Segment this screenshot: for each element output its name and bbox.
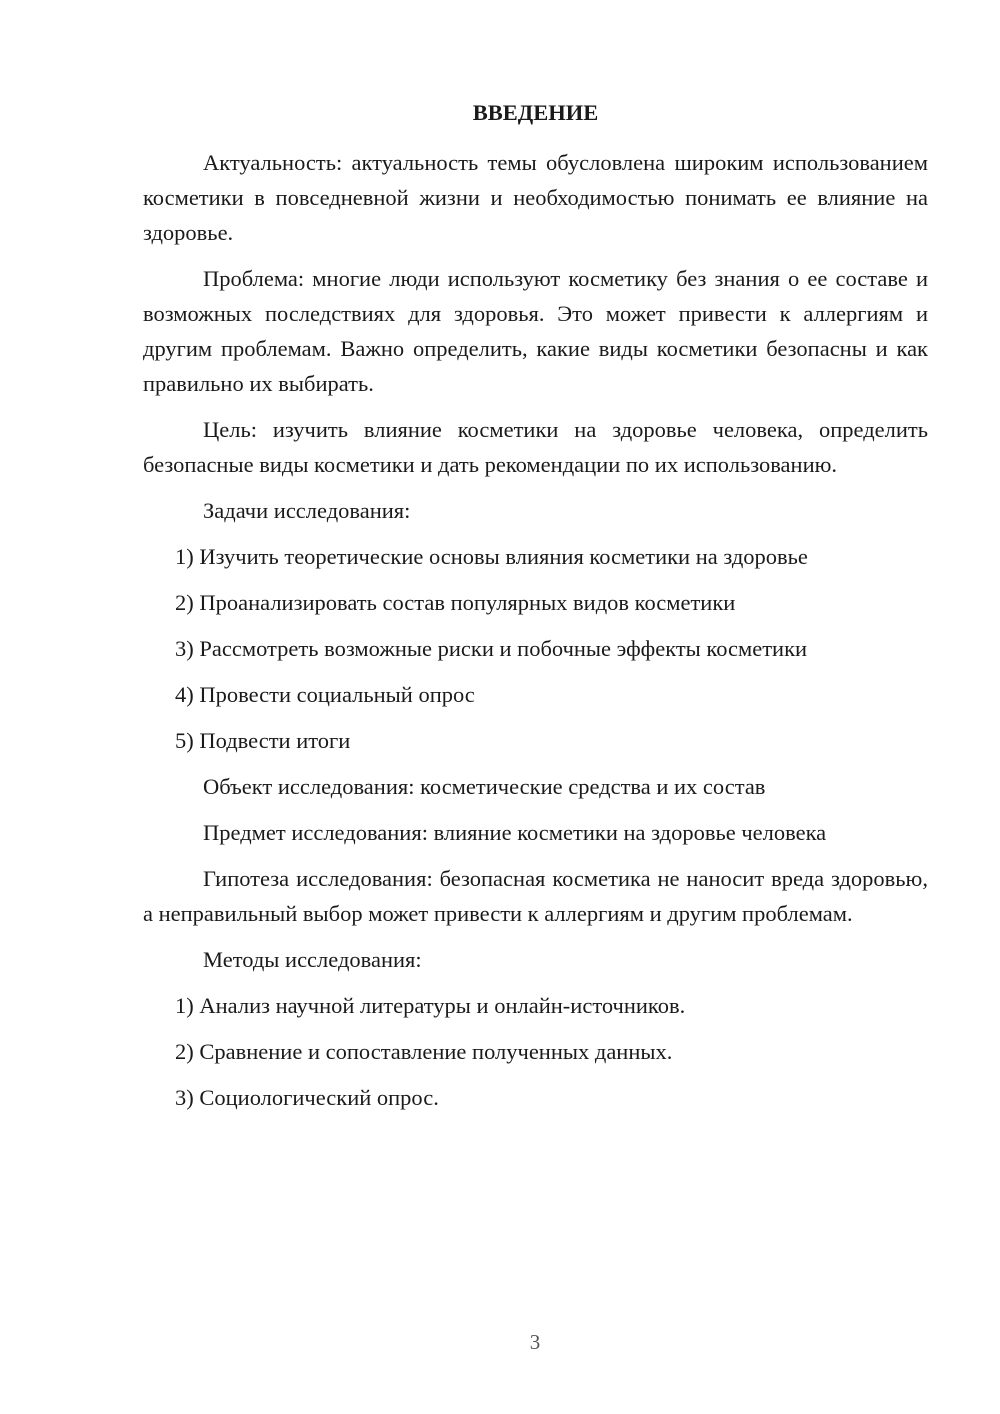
task-item-3: 3) Рассмотреть возможные риски и побочные эффекты косметики <box>175 636 808 661</box>
task-item-4: 4) Провести социальный опрос <box>175 682 475 707</box>
goal-paragraph: Цель: изучить влияние косметики на здоровье человека, определить безопасные виды косметики и дать рекомендации по их использованию. <box>143 417 928 477</box>
task-item-5: 5) Подвести итоги <box>175 728 351 753</box>
method-item-3: 3) Социологический опрос. <box>175 1085 439 1110</box>
task-item-2: 2) Проанализировать состав популярных видов косметики <box>175 590 736 615</box>
object-paragraph: Объект исследования: косметические средства и их состав <box>203 774 766 799</box>
subject-paragraph: Предмет исследования: влияние косметики на здоровье человека <box>203 820 827 845</box>
relevance-paragraph: Актуальность: актуальность темы обусловлена широким использованием косметики в повседневной жизни и необходимостью понимать ее влияние на здоровье. <box>143 150 928 245</box>
hypothesis-paragraph: Гипотеза исследования: безопасная косметика не наносит вреда здоровью, а неправильный выбор может привести к аллергиям и другим проблемам. <box>143 866 928 926</box>
page-number: 3 <box>529 1330 541 1354</box>
section-title: ВВЕДЕНИЕ <box>472 100 599 125</box>
method-item-1: 1) Анализ научной литературы и онлайн-источников. <box>175 993 686 1018</box>
page-content <box>143 95 928 1126</box>
problem-paragraph: Проблема: многие люди используют косметику без знания о ее составе и возможных последствиях для здоровья. Это может привести к аллергиям и другим проблемам. Важно определить, какие виды косметики безопасны и как правильно их выбирать. <box>143 266 928 396</box>
task-item-1: 1) Изучить теоретические основы влияния косметики на здоровье <box>175 544 808 569</box>
tasks-heading: Задачи исследования: <box>203 498 411 523</box>
methods-heading: Методы исследования: <box>203 947 422 972</box>
method-item-2: 2) Сравнение и сопоставление полученных данных. <box>175 1039 673 1064</box>
